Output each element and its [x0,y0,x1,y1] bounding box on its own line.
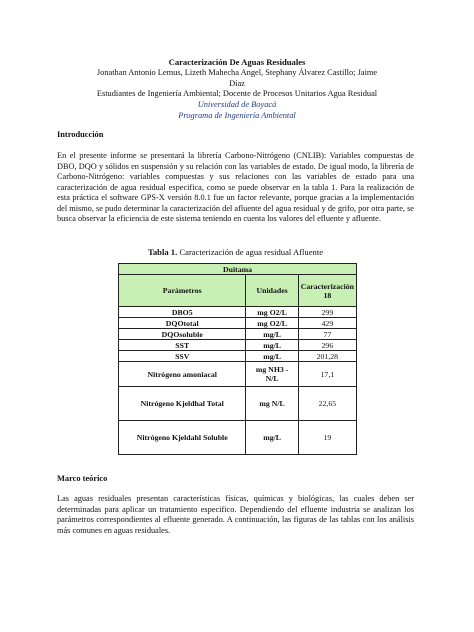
unit-cell: mg O2/L [246,307,298,318]
table-group-header: Duitama [119,264,357,275]
param-cell: DQOtotal [119,318,246,329]
authors-line-1: Jonathan Antonio Lemus, Lizeth Mahecha Angel, Stephany Álvarez Castillo; Jaime [96,68,378,77]
marco-heading: Marco teórico [57,474,108,483]
paper-title: Caracterización De Aguas Residuales [168,57,306,67]
value-cell: 19 [298,421,356,455]
value-cell: 299 [298,307,356,318]
intro-heading: Introducción [57,130,104,139]
value-cell: 429 [298,318,356,329]
table-row [119,387,357,421]
authors-line-2: Díaz [229,79,245,88]
program: Programa de Ingeniería Ambiental [178,111,296,120]
table-row [119,351,357,362]
unit-cell: mg N/L [246,387,298,421]
param-cell: Nitrógeno Kjeldhal Total [119,387,246,421]
value-cell: 22,65 [298,387,356,421]
table-row [119,307,357,318]
value-cell: 17,1 [298,362,356,387]
unit-cell: mg/L [246,329,298,340]
university: Universidad de Boyacá [197,100,277,109]
col-header-parametros: Parámetros [119,275,246,307]
intro-paragraph: En el presente informe se presentará la librería Carbono-Nitrógeno (CNLIB): Variables compuestas de DBO, DQO y sólidos en suspensión y su relación con las variables de estado. De igual modo, la librería de Carbono-Nitrógeno: variables compuestas y sus relaciones con las variables de estado para una caracterización de agua residual especifica, como se puede observar en la tabla 1. Para la realización de esta práctica el software GPS-X versión 8.0.1 fue un factor relevante, porque gracias a la implementación del mismo, se pudo determinar la caracterización del afluente del agua residual y de grifo, por otra parte, se busca observar la eficiencia de este sistema teniendo en cuenta los valores del efluente y afluente. [57,151,414,223]
table-caption-text: Caracterización de agua residual Afluente [177,247,324,257]
affiliation: Estudiantes de Ingeniería Ambiental; Docente de Procesos Unitarios Agua Residual [96,89,378,98]
unit-cell: mg/L [246,340,298,351]
table-row [119,318,357,329]
value-cell: 296 [298,340,356,351]
value-cell: 201,28 [298,351,356,362]
param-cell: SST [119,340,246,351]
table-row [119,340,357,351]
value-cell: 77 [298,329,356,340]
table-row [119,329,357,340]
unit-cell: mg/L [246,421,298,455]
param-cell: Nitrógeno Kjeldahl Soluble [119,421,246,455]
table-row [119,362,357,387]
characterization-table [118,263,357,455]
table-caption-label: Tabla 1. [147,247,178,257]
col-header-caracterizacion: Caracterización 18 [298,275,356,307]
param-cell: DQOsoluble [119,329,246,340]
col-header-unidades: Unidades [246,275,298,307]
unit-cell: mg O2/L [246,318,298,329]
table-caption [57,247,414,257]
param-cell: DBO5 [119,307,246,318]
marco-paragraph: Las aguas residuales presentan características físicas, químicas y biológicas, las cuales deben ser determinadas para aplicar un tratamiento especifico. Dependiendo del efluente industria se analizan los parámetros correspondientes al efluente generado. A continuación, las figuras de las tablas con los análisis más comunes en aguas residuales. [57,494,414,535]
unit-cell: mg NH3 - N/L [246,362,298,387]
param-cell: Nitrógeno amoniacal [119,362,246,387]
authors [40,67,434,89]
param-cell: SSV [119,351,246,362]
unit-cell: mg/L [246,351,298,362]
table-row [119,421,357,455]
